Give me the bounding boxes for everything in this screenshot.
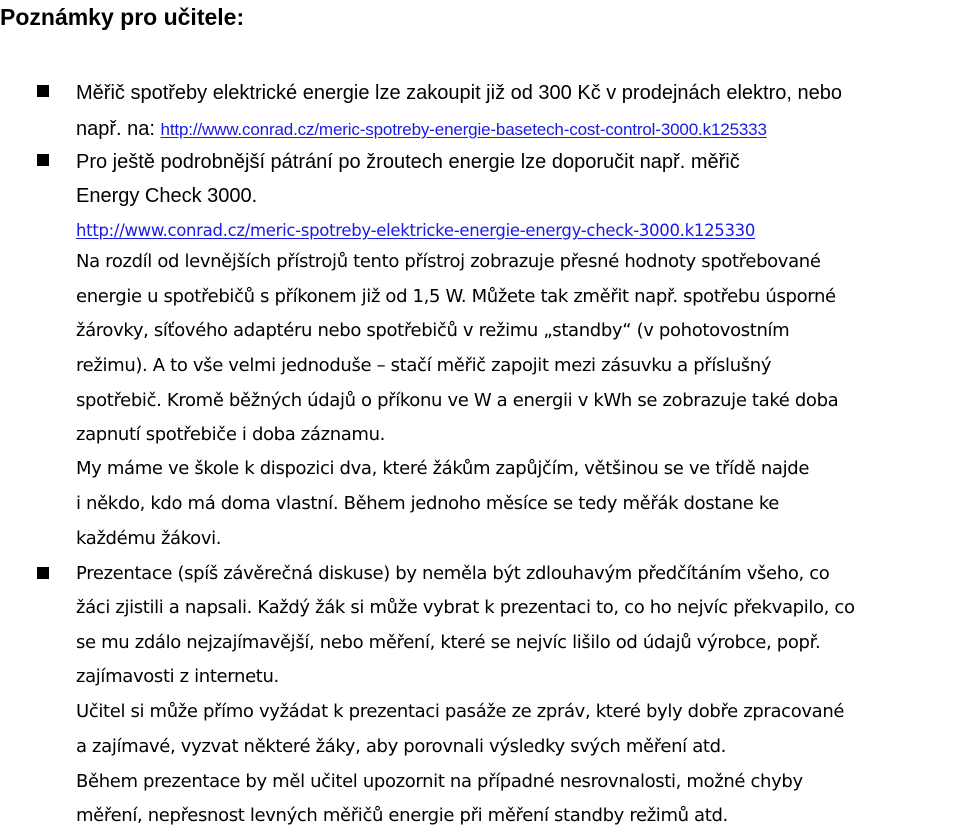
- paragraph-line: Na rozdíl od levnějších přístrojů tento přístroj zobrazuje přesné hodnoty spotřebované: [76, 251, 821, 272]
- paragraph-line: zapnutí spotřebiče i doba záznamu.: [76, 424, 386, 445]
- paragraph-line: každému žákovi.: [76, 528, 222, 549]
- paragraph-line: a zajímavé, vyzvat některé žáky, aby porovnali výsledky svých měření atd.: [76, 736, 727, 757]
- paragraph-line: zajímavosti z internetu.: [76, 666, 279, 687]
- paragraph-line: se mu zdálo nejzajímavější, nebo měření, které se nejvíc lišilo od údajů výrobce, popř.: [76, 632, 821, 653]
- bullet-marker: [37, 567, 49, 579]
- paragraph-line: režimu). A to vše velmi jednoduše – stačí měřič zapojit mezi zásuvku a příslušný: [76, 355, 772, 376]
- paragraph-line: Učitel si může přímo vyžádat k prezentaci pasáže ze zpráv, které byly dobře zpracované: [76, 701, 845, 722]
- paragraph-line: i někdo, kdo má doma vlastní. Během jednoho měsíce se tedy měřák dostane ke: [76, 493, 779, 514]
- bullet2-link-line: [76, 216, 755, 245]
- paragraph-line: žáci zjistili a napsali. Každý žák si může vybrat k prezentaci to, co ho nejvíc překvapilo, co: [76, 597, 855, 618]
- paragraph-line: měření, nepřesnost levných měřičů energie při měření standby režimů atd.: [76, 805, 728, 826]
- paragraph-line: žárovky, síťového adaptéru nebo spotřebičů v režimu „standby“ (v pohotovostním: [76, 320, 790, 341]
- bullet-marker: [37, 85, 49, 97]
- conrad-energy-check-link[interactable]: http://www.conrad.cz/meric-spotreby-elektricke-energie-energy-check-3000.k125330: [76, 221, 756, 240]
- bullet1-text-line1: Měřič spotřeby elektrické energie lze zakoupit již od 300 Kč v prodejnách elektro, nebo: [76, 82, 842, 104]
- paragraph-line: Během prezentace by měl učitel upozornit na případné nesrovnalosti, možné chyby: [76, 771, 803, 792]
- bullet1-line2-prefix: např. na:: [76, 118, 161, 140]
- bullet2-text-line2: Energy Check 3000.: [76, 185, 258, 207]
- paragraph-line: energie u spotřebičů s příkonem již od 1,5 W. Můžete tak změřit např. spotřebu úsporné: [76, 286, 836, 307]
- paragraph-line: Prezentace (spíš závěrečná diskuse) by neměla být zdlouhavým předčítáním všeho, co: [76, 563, 830, 584]
- bullet2-text-line1: Pro ještě podrobnější pátrání po žroutech energie lze doporučit např. měřič: [76, 151, 740, 173]
- bullet1-text-line2: [76, 115, 767, 144]
- conrad-cost-control-link[interactable]: http://www.conrad.cz/meric-spotreby-energie-basetech-cost-control-3000.k125333: [160, 120, 767, 139]
- paragraph-line: spotřebič. Kromě běžných údajů o příkonu ve W a energii v kWh se zobrazuje také doba: [76, 390, 839, 411]
- bullet-marker: [37, 154, 49, 166]
- page-title: Poznámky pro učitele:: [0, 4, 245, 30]
- paragraph-line: My máme ve škole k dispozici dva, které žákům zapůjčím, většinou se ve třídě najde: [76, 458, 810, 479]
